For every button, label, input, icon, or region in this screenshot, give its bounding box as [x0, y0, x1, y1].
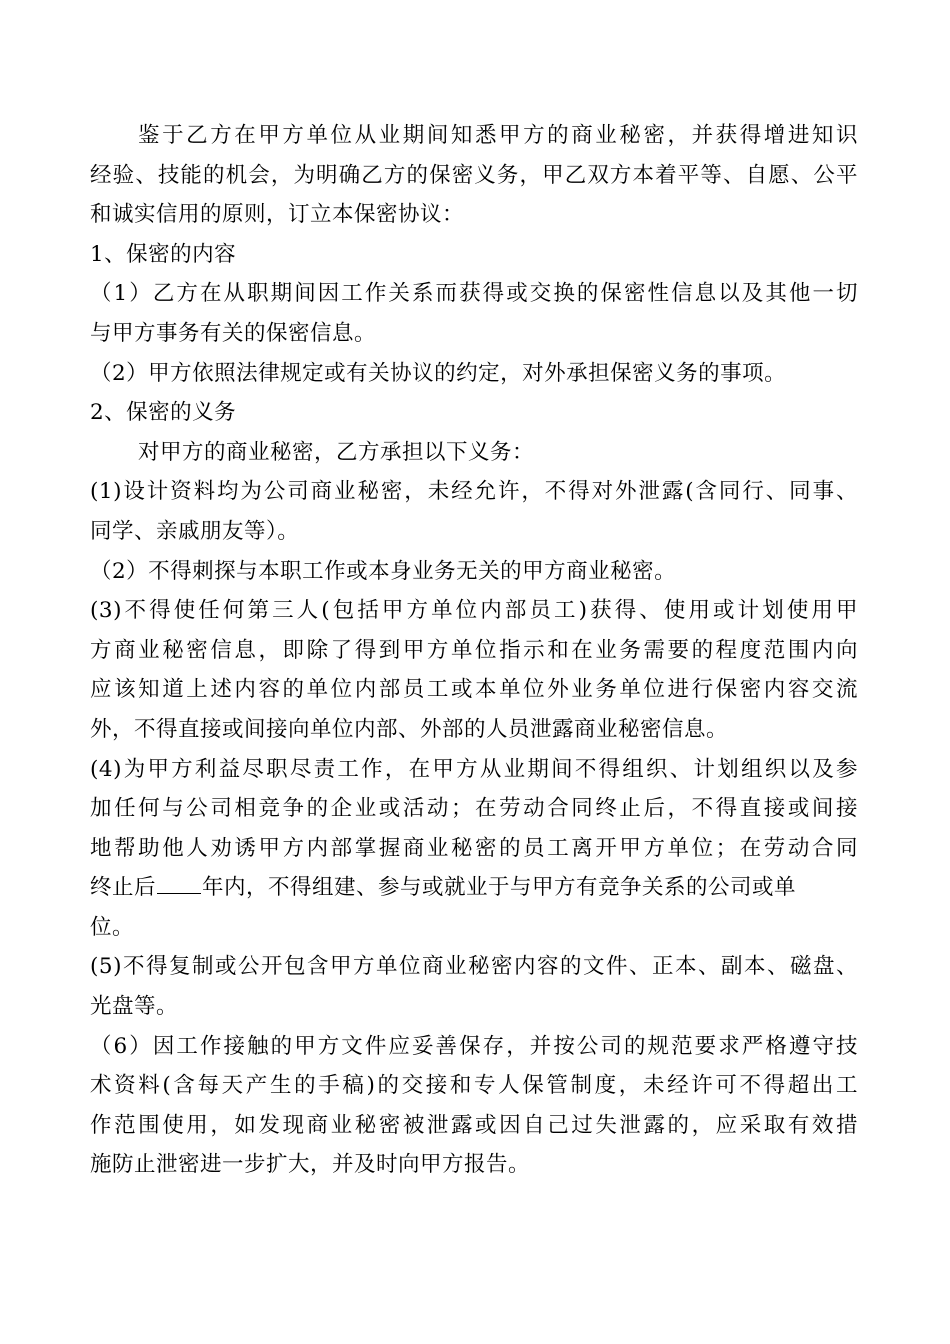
text-fragment: 终止后	[90, 875, 157, 901]
text-line-with-blank	[90, 868, 860, 908]
text-line: 地帮助他人劝诱甲方内部掌握商业秘密的员工离开甲方单位；在劳动合同	[90, 835, 858, 861]
text-line: 位。	[90, 914, 135, 940]
clause-2-5	[90, 947, 860, 1026]
text-line: (4)为甲方利益尽职尽责工作，在甲方从业期间不得组织、计划组织以及参	[90, 756, 858, 782]
clause-2-6	[90, 1027, 860, 1185]
years-blank-field[interactable]	[157, 873, 201, 894]
text-line: 术资料(含每天产生的手稿)的交接和专人保管制度，未经许可不得超出工	[90, 1073, 858, 1099]
section-lead: 对甲方的商业秘密，乙方承担以下义务：	[138, 439, 535, 465]
text-line: 经验、技能的机会，为明确乙方的保密义务，甲乙双方本着平等、自愿、公平	[90, 162, 858, 188]
intro-paragraph	[90, 116, 860, 235]
section-heading: 1、保密的内容	[90, 241, 237, 267]
agreement-body	[90, 116, 860, 1185]
text-line: (3)不得使任何第三人(包括甲方单位内部员工)获得、使用或计划使用甲	[90, 598, 858, 624]
text-line: 外，不得直接或间接向单位内部、外部的人员泄露商业秘密信息。	[90, 716, 729, 742]
text-line: （2）甲方依照法律规定或有关协议的约定，对外承担保密义务的事项。	[90, 360, 787, 386]
clause-2-4	[90, 750, 860, 948]
text-line: （2）不得刺探与本职工作或本身业务无关的甲方商业秘密。	[90, 558, 677, 584]
text-line: 光盘等。	[90, 994, 179, 1020]
text-line: 应该知道上述内容的单位内部员工或本单位外业务单位进行保密内容交流	[90, 677, 858, 703]
text-line: 鉴于乙方在甲方单位从业期间知悉甲方的商业秘密，并获得增进知识	[138, 123, 858, 148]
text-line: （1）乙方在从职期间因工作关系而获得或交换的保密性信息以及其他一切	[90, 281, 858, 307]
text-line: 方商业秘密信息，即除了得到甲方单位指示和在业务需要的程度范围内向	[90, 637, 858, 663]
text-line: (5)不得复制或公开包含甲方单位商业秘密内容的文件、正本、副本、磁盘、	[90, 954, 858, 980]
text-line: 同学、亲戚朋友等）。	[90, 518, 300, 544]
text-line: 施防止泄密进一步扩大，并及时向甲方报告。	[90, 1152, 531, 1178]
section-confidential-content	[90, 235, 860, 393]
text-line: 与甲方事务有关的保密信息。	[90, 320, 377, 346]
clause-1-2	[90, 354, 860, 394]
text-line: 加任何与公司相竞争的企业或活动；在劳动合同终止后，不得直接或间接	[90, 796, 858, 822]
text-line: (1)设计资料均为公司商业秘密，未经允许，不得对外泄露(含同行、同事、	[90, 479, 858, 505]
text-fragment: 年内，不得组建、参与或就业于与甲方有竞争关系的公司或单	[202, 875, 797, 901]
text-line: 和诚实信用的原则，订立本保密协议：	[90, 202, 465, 228]
section-confidential-obligations	[90, 393, 860, 1185]
clause-2-2	[90, 552, 860, 592]
text-line: （6）因工作接触的甲方文件应妥善保存，并按公司的规范要求严格遵守技	[90, 1033, 858, 1059]
text-line: 作范围使用，如发现商业秘密被泄露或因自己过失泄露的，应采取有效措	[90, 1112, 858, 1138]
clause-1-1	[90, 274, 860, 353]
clause-2-3	[90, 591, 860, 749]
clause-2-1	[90, 472, 860, 551]
section-heading: 2、保密的义务	[90, 400, 237, 426]
